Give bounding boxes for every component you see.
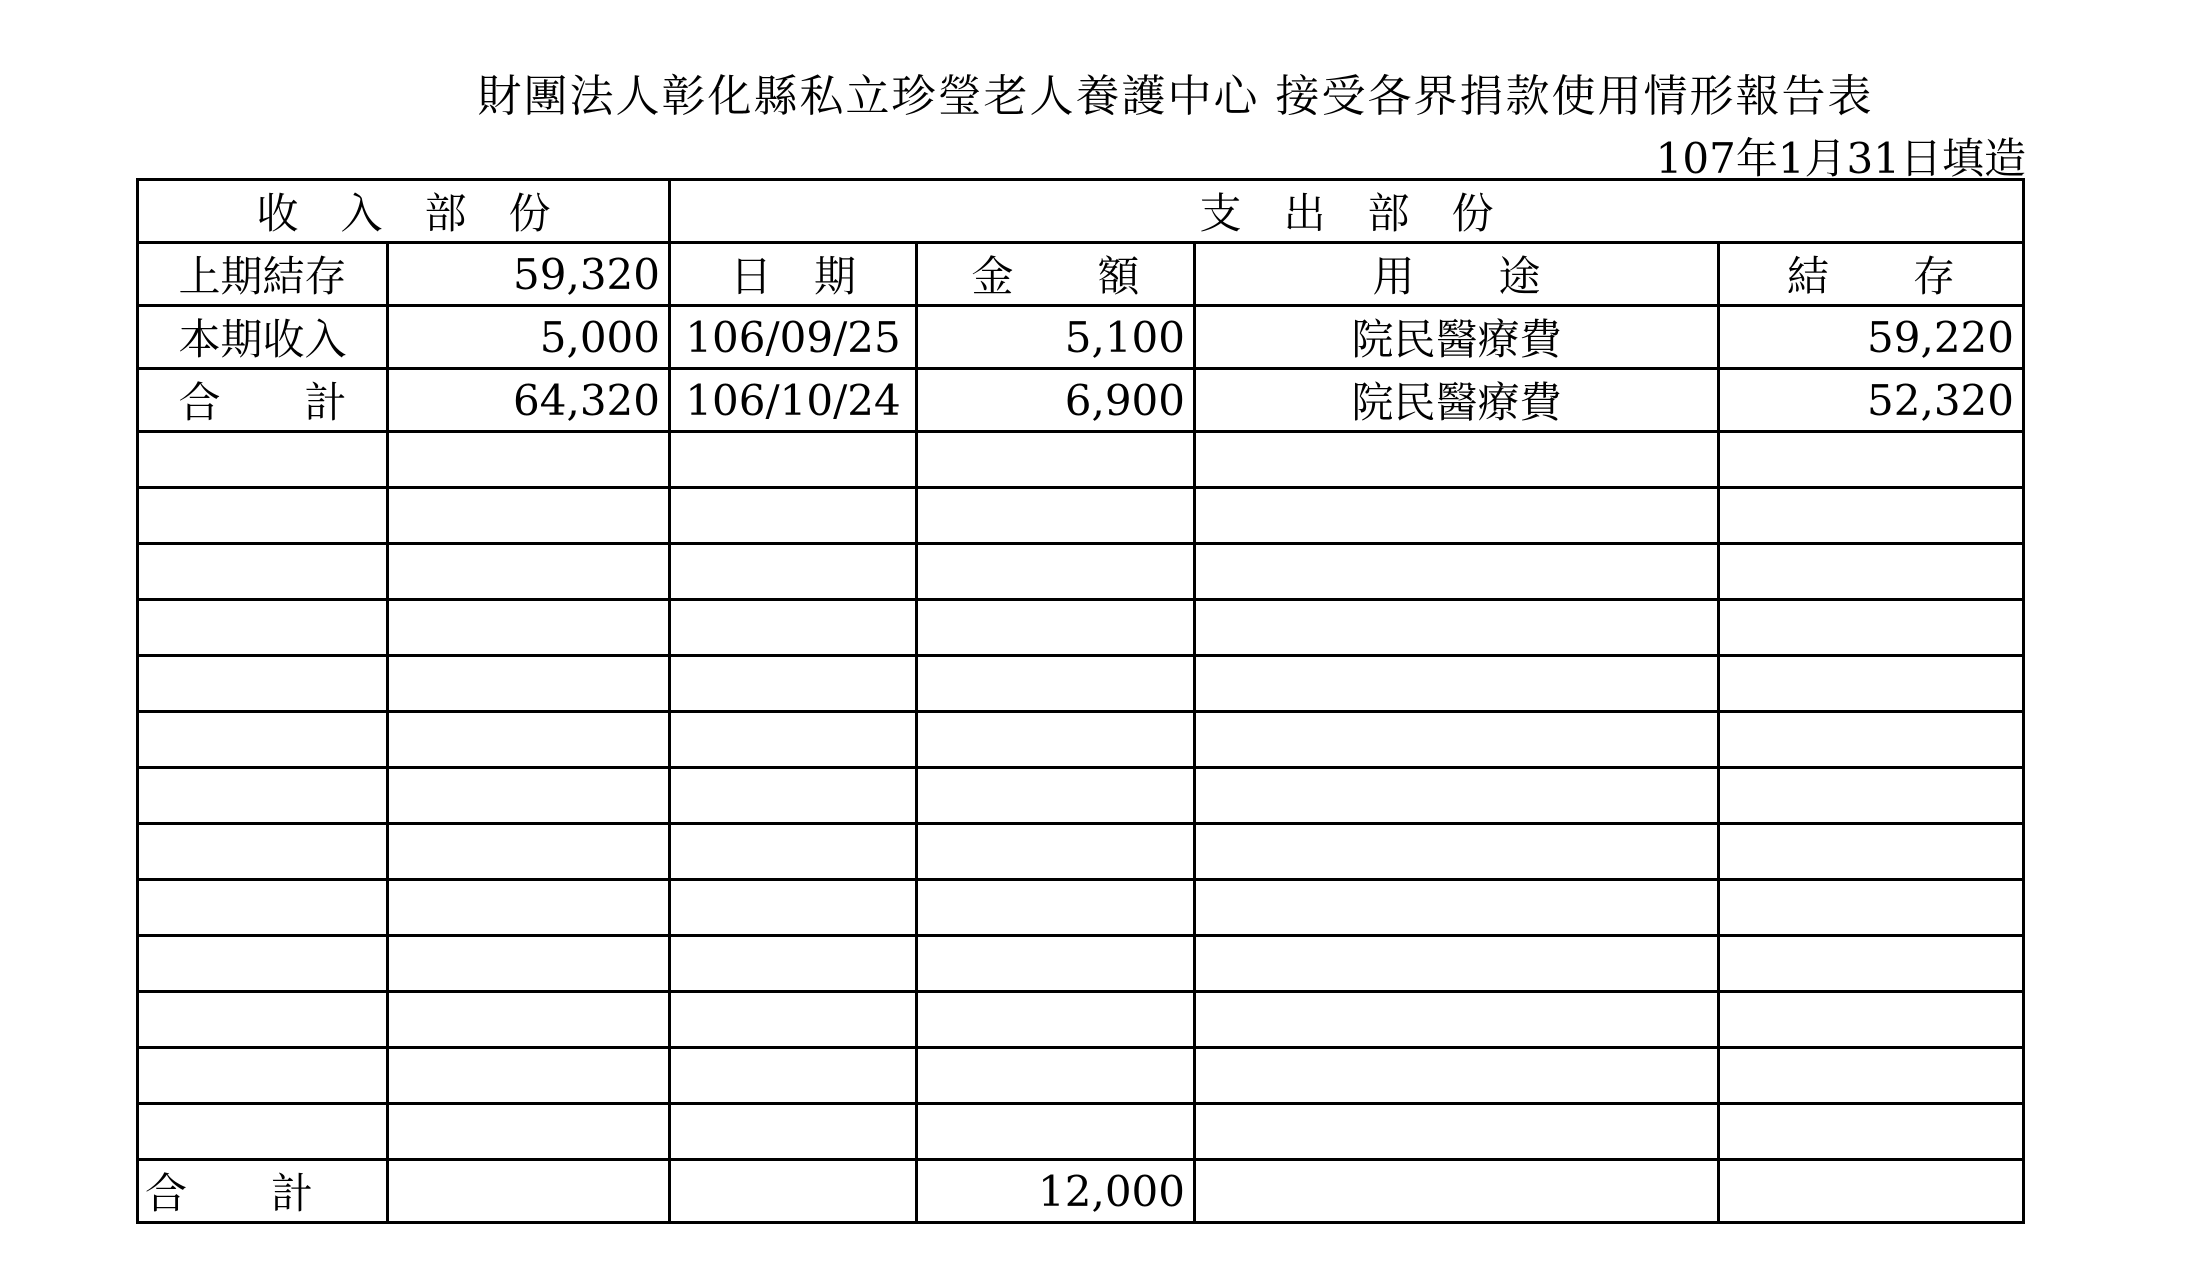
empty-cell	[1195, 432, 1719, 488]
current-income-label: 本期收入	[138, 306, 388, 369]
empty-cell	[388, 488, 670, 544]
empty-cell	[917, 1048, 1195, 1104]
expense-date: 106/10/24	[670, 369, 917, 432]
section-header-row	[138, 180, 2024, 243]
expense-amount: 6,900	[917, 369, 1195, 432]
date-header: 日 期	[670, 243, 917, 306]
empty-cell	[917, 656, 1195, 712]
empty-cell	[1195, 600, 1719, 656]
empty-cell	[670, 432, 917, 488]
empty-cell	[388, 656, 670, 712]
expense-purpose: 院民醫療費	[1195, 369, 1719, 432]
empty-row	[138, 656, 2024, 712]
empty-row	[138, 1048, 2024, 1104]
expense-date: 106/09/25	[670, 306, 917, 369]
empty-cell	[1195, 824, 1719, 880]
empty-cell	[138, 1104, 388, 1160]
empty-cell	[1719, 432, 2024, 488]
prev-balance-value: 59,320	[388, 243, 670, 306]
empty-row	[138, 992, 2024, 1048]
empty-cell	[388, 824, 670, 880]
empty-cell	[670, 712, 917, 768]
empty-cell	[1719, 992, 2024, 1048]
empty-cell	[388, 1104, 670, 1160]
empty-cell	[388, 1048, 670, 1104]
column-header-row	[138, 243, 2024, 306]
empty-cell	[388, 712, 670, 768]
empty-cell	[1195, 1104, 1719, 1160]
empty-cell	[138, 544, 388, 600]
footer-total-label: 合 計	[138, 1160, 388, 1223]
empty-row	[138, 544, 2024, 600]
empty-cell	[388, 600, 670, 656]
report-table	[136, 178, 2025, 1224]
empty-cell	[670, 656, 917, 712]
empty-cell	[1719, 600, 2024, 656]
empty-cell	[388, 768, 670, 824]
empty-cell	[1719, 824, 2024, 880]
empty-cell	[138, 880, 388, 936]
empty-cell	[1195, 488, 1719, 544]
empty-cell	[670, 992, 917, 1048]
empty-cell	[1719, 880, 2024, 936]
empty-cell	[917, 824, 1195, 880]
empty-cell	[670, 488, 917, 544]
empty-cell	[1195, 880, 1719, 936]
empty-cell	[1719, 712, 2024, 768]
expense-balance: 59,220	[1719, 306, 2024, 369]
income-total-label: 合 計	[138, 369, 388, 432]
empty-cell	[138, 768, 388, 824]
empty-cell	[670, 1160, 917, 1223]
current-income-value: 5,000	[388, 306, 670, 369]
table-row	[138, 369, 2024, 432]
empty-row	[138, 936, 2024, 992]
empty-cell	[138, 600, 388, 656]
empty-cell	[1719, 1104, 2024, 1160]
empty-cell	[138, 1048, 388, 1104]
empty-cell	[670, 768, 917, 824]
empty-cell	[1719, 488, 2024, 544]
empty-cell	[1719, 656, 2024, 712]
balance-header: 結 存	[1719, 243, 2024, 306]
empty-cell	[917, 544, 1195, 600]
empty-row	[138, 768, 2024, 824]
empty-cell	[670, 544, 917, 600]
empty-cell	[917, 1104, 1195, 1160]
empty-cell	[388, 432, 670, 488]
filled-date: 107年1月31日填造	[1655, 134, 2026, 183]
empty-cell	[917, 992, 1195, 1048]
empty-cell	[917, 880, 1195, 936]
expense-amount: 5,100	[917, 306, 1195, 369]
empty-row	[138, 880, 2024, 936]
empty-cell	[670, 1104, 917, 1160]
amount-header: 金 額	[917, 243, 1195, 306]
empty-cell	[1195, 544, 1719, 600]
empty-cell	[1719, 1048, 2024, 1104]
expense-purpose: 院民醫療費	[1195, 306, 1719, 369]
empty-cell	[670, 1048, 917, 1104]
empty-cell	[138, 432, 388, 488]
empty-cell	[1195, 768, 1719, 824]
empty-row	[138, 432, 2024, 488]
empty-cell	[388, 1160, 670, 1223]
empty-cell	[138, 936, 388, 992]
empty-cell	[917, 768, 1195, 824]
empty-cell	[670, 600, 917, 656]
empty-cell	[1195, 1048, 1719, 1104]
empty-cell	[138, 992, 388, 1048]
empty-cell	[917, 432, 1195, 488]
empty-cell	[1195, 656, 1719, 712]
empty-cell	[670, 880, 917, 936]
empty-cell	[138, 488, 388, 544]
purpose-header: 用 途	[1195, 243, 1719, 306]
empty-cell	[388, 936, 670, 992]
empty-cell	[670, 936, 917, 992]
empty-rows	[138, 432, 2024, 1160]
empty-cell	[1719, 544, 2024, 600]
empty-cell	[388, 992, 670, 1048]
empty-row	[138, 712, 2024, 768]
empty-cell	[1195, 992, 1719, 1048]
empty-row	[138, 600, 2024, 656]
income-section-header: 收 入 部 份	[138, 180, 670, 243]
empty-cell	[917, 712, 1195, 768]
empty-cell	[1195, 936, 1719, 992]
empty-cell	[138, 712, 388, 768]
empty-cell	[138, 656, 388, 712]
expense-section-header: 支 出 部 份	[670, 180, 2024, 243]
empty-row	[138, 1104, 2024, 1160]
empty-cell	[1719, 1160, 2024, 1223]
empty-cell	[1195, 712, 1719, 768]
empty-cell	[1195, 1160, 1719, 1223]
empty-cell	[388, 544, 670, 600]
footer-total-row	[138, 1160, 2024, 1223]
report-title: 財團法人彰化縣私立珍瑩老人養護中心 接受各界捐款使用情形報告表	[477, 71, 1874, 122]
income-total-value: 64,320	[388, 369, 670, 432]
empty-cell	[917, 488, 1195, 544]
table-row	[138, 306, 2024, 369]
empty-cell	[670, 824, 917, 880]
prev-balance-label: 上期結存	[138, 243, 388, 306]
empty-cell	[388, 880, 670, 936]
empty-row	[138, 488, 2024, 544]
empty-cell	[138, 824, 388, 880]
empty-cell	[1719, 768, 2024, 824]
empty-cell	[917, 600, 1195, 656]
empty-row	[138, 824, 2024, 880]
empty-cell	[1719, 936, 2024, 992]
footer-expense-total: 12,000	[917, 1160, 1195, 1223]
empty-cell	[917, 936, 1195, 992]
expense-balance: 52,320	[1719, 369, 2024, 432]
